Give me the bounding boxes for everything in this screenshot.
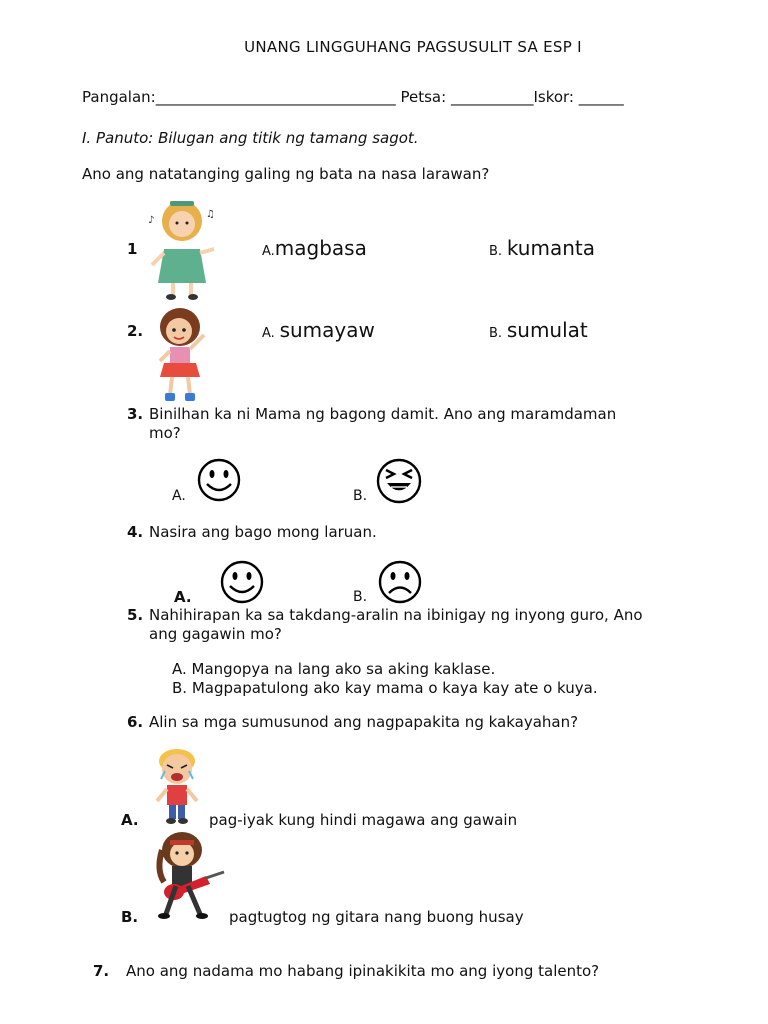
smiley-face-icon (195, 458, 243, 502)
svg-text:♫: ♫ (206, 209, 215, 220)
q6-choice-b-text: pagtugtog ng gitara nang buong husay (229, 908, 524, 926)
lead-question: Ano ang natatanging galing ng bata na nasa larawan? (82, 165, 490, 183)
q3-text-line2: mo? (149, 424, 181, 442)
q6-choice-a-text: pag-iyak kung hindi magawa ang gawain (209, 811, 518, 829)
q5-text-line2: ang gagawin mo? (149, 625, 282, 643)
instruction: I. Panuto: Bilugan ang titik ng tamang sagot. (82, 129, 419, 147)
page-title: UNANG LINGGUHANG PAGSUSULIT SA ESP I (244, 38, 582, 56)
date-field: Petsa: ___________ (400, 88, 534, 106)
q2-choice-b[interactable]: B. sumulat (489, 318, 588, 342)
q6-choice-b-letter[interactable]: B. (121, 908, 139, 926)
crying-boy-image (145, 745, 209, 825)
q5-choice-a[interactable]: A. Mangopya na lang ako sa aking kaklase. (172, 660, 496, 678)
q3-text-line1: Binilhan ka ni Mama ng bagong damit. Ano ang maramdaman (149, 405, 617, 423)
header-fields (82, 88, 624, 106)
q1-choice-a[interactable]: A.magbasa (262, 236, 367, 260)
q4-choice-a-letter[interactable]: A. (174, 588, 192, 606)
q3-number: 3. (127, 405, 144, 423)
q2-choice-a[interactable]: A. sumayaw (262, 318, 375, 342)
q5-choice-b[interactable]: B. Magpapatulong ako kay mama o kaya kay ate o kuya. (172, 679, 598, 697)
singing-girl-image (140, 193, 220, 301)
q4-text: Nasira ang bago mong laruan. (149, 523, 377, 541)
svg-text:♪: ♪ (148, 215, 155, 226)
q2-number: 2. (127, 322, 144, 340)
crying-laughing-face-icon (374, 458, 424, 504)
q3-choice-b-letter[interactable]: B. (353, 488, 368, 504)
q5-number: 5. (127, 606, 144, 624)
q7-text: Ano ang nadama mo habang ipinakikita mo ang iyong talento? (126, 962, 600, 980)
guitar-girl-image (146, 830, 228, 922)
dancing-girl-image (150, 305, 212, 405)
q3-choice-a-letter[interactable]: A. (172, 488, 186, 504)
score-field: Iskor: ______ (533, 88, 624, 106)
q5-text-line1: Nahihirapan ka sa takdang-aralin na ibinigay ng inyong guro, Ano (149, 606, 643, 624)
q6-text: Alin sa mga sumusunod ang nagpapakita ng kakayahan? (149, 713, 579, 731)
name-field: Pangalan:________________________________ (82, 88, 396, 106)
sad-face-icon (376, 560, 424, 604)
q7-number: 7. (93, 962, 110, 980)
q6-choice-a-letter[interactable]: A. (121, 811, 139, 829)
q6-number: 6. (127, 713, 144, 731)
q1-choice-b[interactable]: B. kumanta (489, 236, 595, 260)
q4-choice-b-letter[interactable]: B. (353, 589, 368, 605)
smiley-face-icon (218, 560, 266, 604)
q1-number: 1 (127, 240, 138, 258)
q4-number: 4. (127, 523, 144, 541)
